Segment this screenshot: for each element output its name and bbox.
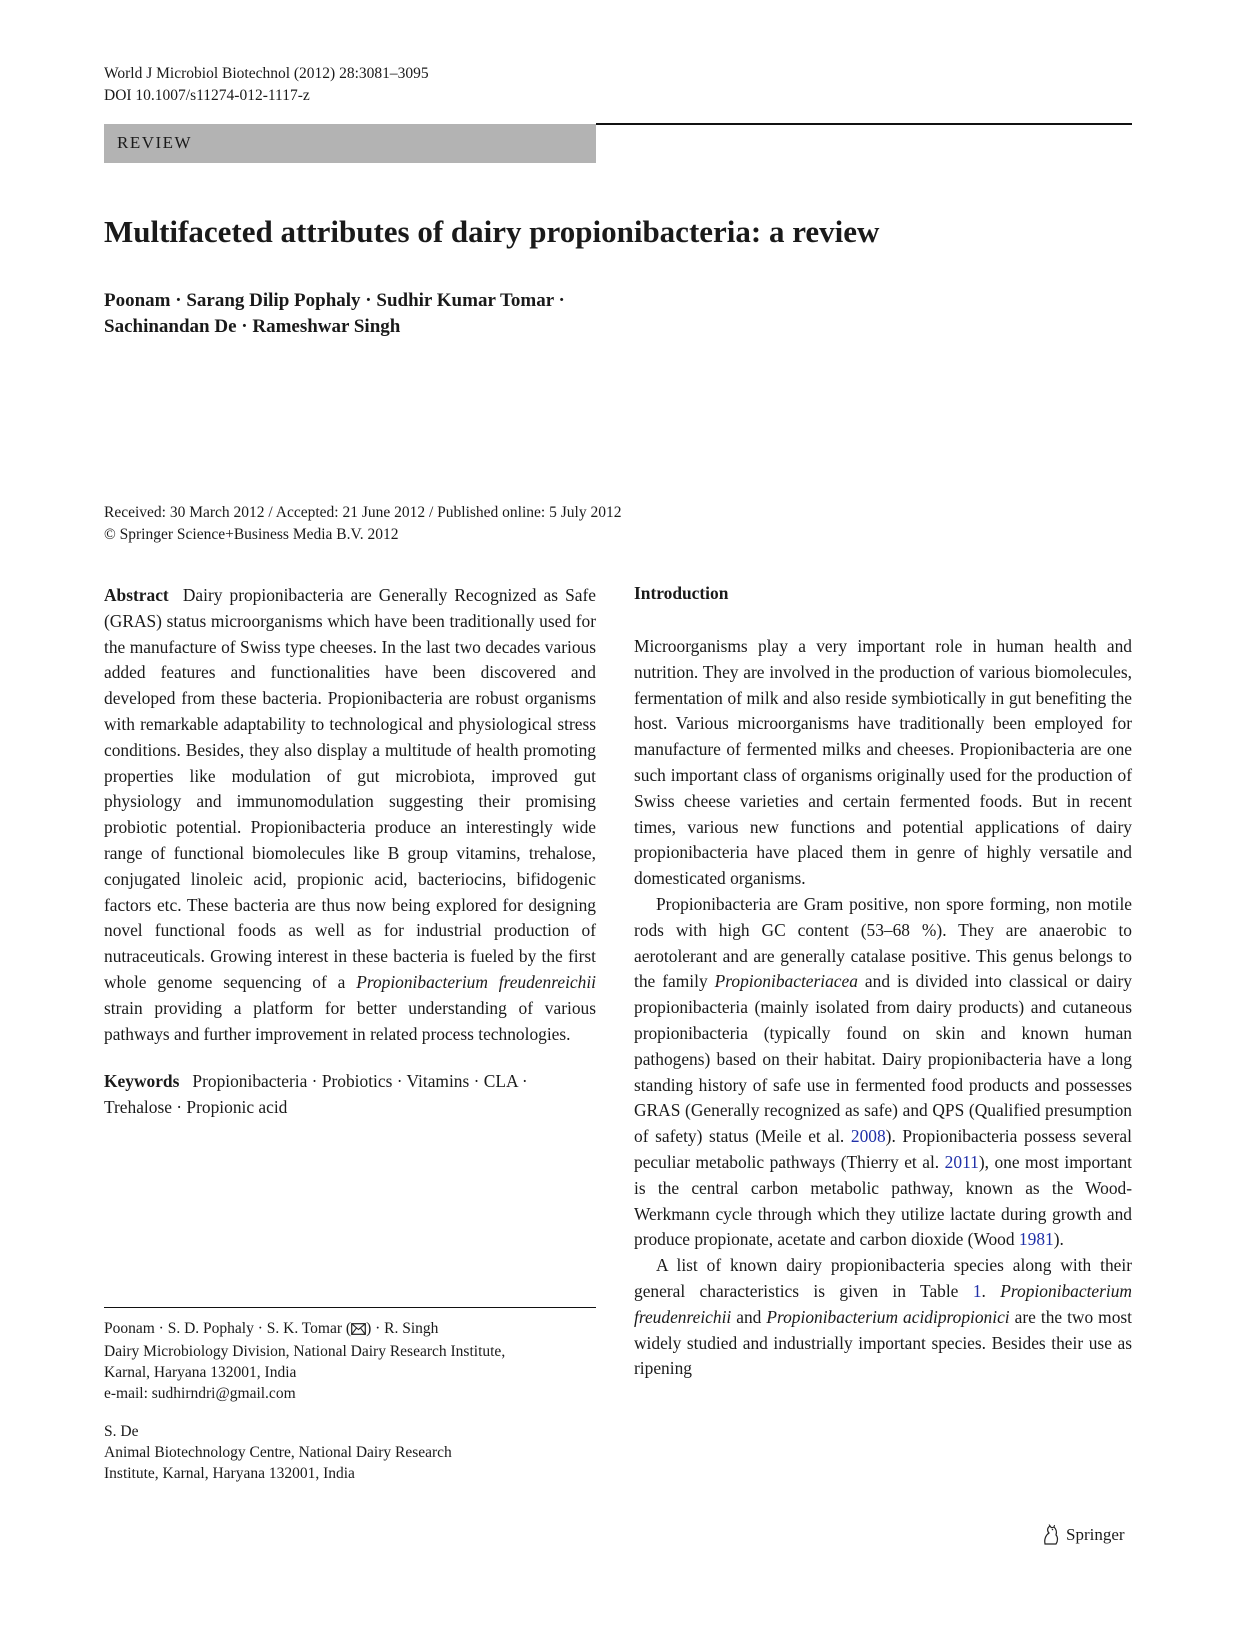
- affiliation-1-names: [104, 1318, 596, 1341]
- intro-p2-text-a: Propionibacteria are Gram positive, non spore forming, non motile rods with high GC content (53–68 %). They are anaerobic to aerotolerant and are generally catalase positive. This genus belongs to the family: [634, 893, 1132, 992]
- abstract-column: [104, 583, 596, 1121]
- introduction-column: [634, 634, 1132, 1382]
- abstract-species: Propionibacterium freudenreichii: [356, 971, 596, 992]
- intro-p2-text-c: ). Propionibacteria possess several peculiar metabolic pathways (Thierry et al.: [634, 1126, 1132, 1172]
- intro-paragraph-1: Microorganisms play a very important role in human health and nutrition. They are involved in the production of various biomolecules, fermentation of milk and also reside symbiotically in gut benefiting the host. Various microorganisms have traditionally been employed for manufacture of fermented milks and cheeses. Propionibacteria are one such important class of organisms originally used for the production of Swiss cheese varieties and certain fermented foods. But in recent times, various new functions and potential applications of dairy propionibacteria have placed them in genre of highly versatile and domesticated organisms.: [634, 636, 1132, 889]
- affiliation-1: [104, 1318, 596, 1404]
- affiliation-1-dept: Dairy Microbiology Division, National Dairy Research Institute,: [104, 1343, 506, 1360]
- keywords-text: Propionibacteria · Probiotics · Vitamins · CLA · Trehalose · Propionic acid: [104, 1071, 528, 1118]
- intro-p2-family: Propionibacteriacea: [714, 971, 858, 992]
- affiliation-1-place: Karnal, Haryana 132001, India: [104, 1364, 297, 1381]
- intro-p3-text-b: .: [981, 1280, 986, 1301]
- author-line-1: Poonam · Sarang Dilip Pophaly · Sudhir Kumar Tomar ·: [104, 290, 565, 311]
- header-rule: [596, 123, 1132, 125]
- intro-p3-species-1: Propionibacterium freudenreichii: [634, 1280, 1132, 1327]
- intro-p3-species-2: Propionibacterium acidipropionici: [766, 1306, 1010, 1327]
- intro-p2-text-b: and is divided into classical or dairy propionibacteria (mainly isolated from dairy products) and cutaneous propionibacteria (typically found on skin and known human pathogens) based on their habitat. Dairy propionibacteria have a long standing history of safe use in fermented food products and possesses GRAS (Generally recognized as safe) and QPS (Qualified presumption of safety) status (Meile et al.: [634, 971, 1132, 1147]
- keywords-label: Keywords: [104, 1071, 180, 1092]
- affiliation-2-place: Institute, Karnal, Haryana 132001, India: [104, 1465, 355, 1482]
- springer-horse-icon: [1041, 1524, 1061, 1546]
- author-list: [104, 288, 565, 340]
- keywords: [104, 1069, 596, 1121]
- copyright-line: © Springer Science+Business Media B.V. 2012: [104, 526, 399, 543]
- abstract-text-1: Dairy propionibacteria are Generally Recognized as Safe (GRAS) status microorganisms which have been traditionally used for the manufacture of Swiss type cheeses. In the last two decades various added features and functionalities have been discovered and developed from these bacteria. Propionibacteria are robust organisms with remarkable adaptability to technological and physiological stress conditions. Besides, they also display a multitude of health promoting properties like modulation of gut microbiota, improved gut physiology and immunomodulation suggesting their promising probiotic potential. Propionibacteria produce an interestingly wide range of functional biomolecules like B group vitamins, trehalose, conjugated linoleic acid, propionic acid, bacteriocins, bifidogenic factors etc. These bacteria are thus now being explored for designing novel functional foods as well as for industrial production of nutraceuticals. Growing interest in these bacteria is fueled by the first whole genome sequencing of a: [104, 585, 596, 992]
- journal-citation: [104, 63, 429, 107]
- abstract-text-2: strain providing a platform for better understanding of various pathways and further improvement in related process technologies.: [104, 997, 596, 1044]
- abstract: [104, 583, 596, 1047]
- dates-line: Received: 30 March 2012 / Accepted: 21 June 2012 / Published online: 5 July 2012: [104, 504, 622, 521]
- footnote-rule: [104, 1307, 596, 1308]
- introduction-heading: Introduction: [634, 583, 729, 603]
- affiliation-1-names-pre: Poonam · S. D. Pophaly · S. K. Tomar (: [104, 1320, 352, 1337]
- article-title: Multifaceted attributes of dairy propionibacteria: a review: [104, 214, 880, 249]
- citation-link[interactable]: 2008: [850, 1126, 886, 1147]
- journal-name: World J Microbiol Biotechnol (2012) 28:3081–3095: [104, 65, 429, 82]
- citation-link[interactable]: 1981: [1018, 1229, 1054, 1250]
- intro-paragraph-2: [634, 892, 1132, 1253]
- abstract-label: Abstract: [104, 585, 169, 605]
- affiliation-2-name: S. De: [104, 1423, 139, 1440]
- publisher-name: Springer: [1066, 1525, 1125, 1544]
- citation-link[interactable]: 2011: [944, 1151, 979, 1172]
- affiliation-2: [104, 1421, 596, 1484]
- doi: DOI 10.1007/s11274-012-1117-z: [104, 87, 310, 104]
- intro-paragraph-3: [634, 1253, 1132, 1382]
- envelope-icon[interactable]: [351, 1320, 366, 1341]
- intro-p2-text-e: ).: [1053, 1229, 1064, 1250]
- author-line-2: Sachinandan De · Rameshwar Singh: [104, 316, 401, 337]
- affiliation-1-names-post: ) · R. Singh: [366, 1320, 439, 1337]
- intro-p3-text-a: A list of known dairy propionibacteria species along with their general characteristics is given in Table: [634, 1255, 1132, 1301]
- section-label: REVIEW: [117, 133, 193, 152]
- affiliation-1-email[interactable]: e-mail: sudhirndri@gmail.com: [104, 1385, 296, 1402]
- publication-dates: [104, 502, 621, 546]
- table-link[interactable]: 1: [972, 1280, 982, 1301]
- affiliation-2-dept: Animal Biotechnology Centre, National Dairy Research: [104, 1444, 452, 1461]
- intro-p2-text-d: ), one most important is the central carbon metabolic pathway, known as the Wood-Werkmann cycle through which they utilize lactate during growth and produce propionate, acetate and carbon dioxide (Wood: [634, 1151, 1133, 1250]
- publisher-logo: [1041, 1524, 1125, 1546]
- intro-p3-text-c: are the two most widely studied and industrially important species. Besides their use as ripening: [634, 1306, 1132, 1379]
- intro-p3-and: and: [736, 1306, 762, 1327]
